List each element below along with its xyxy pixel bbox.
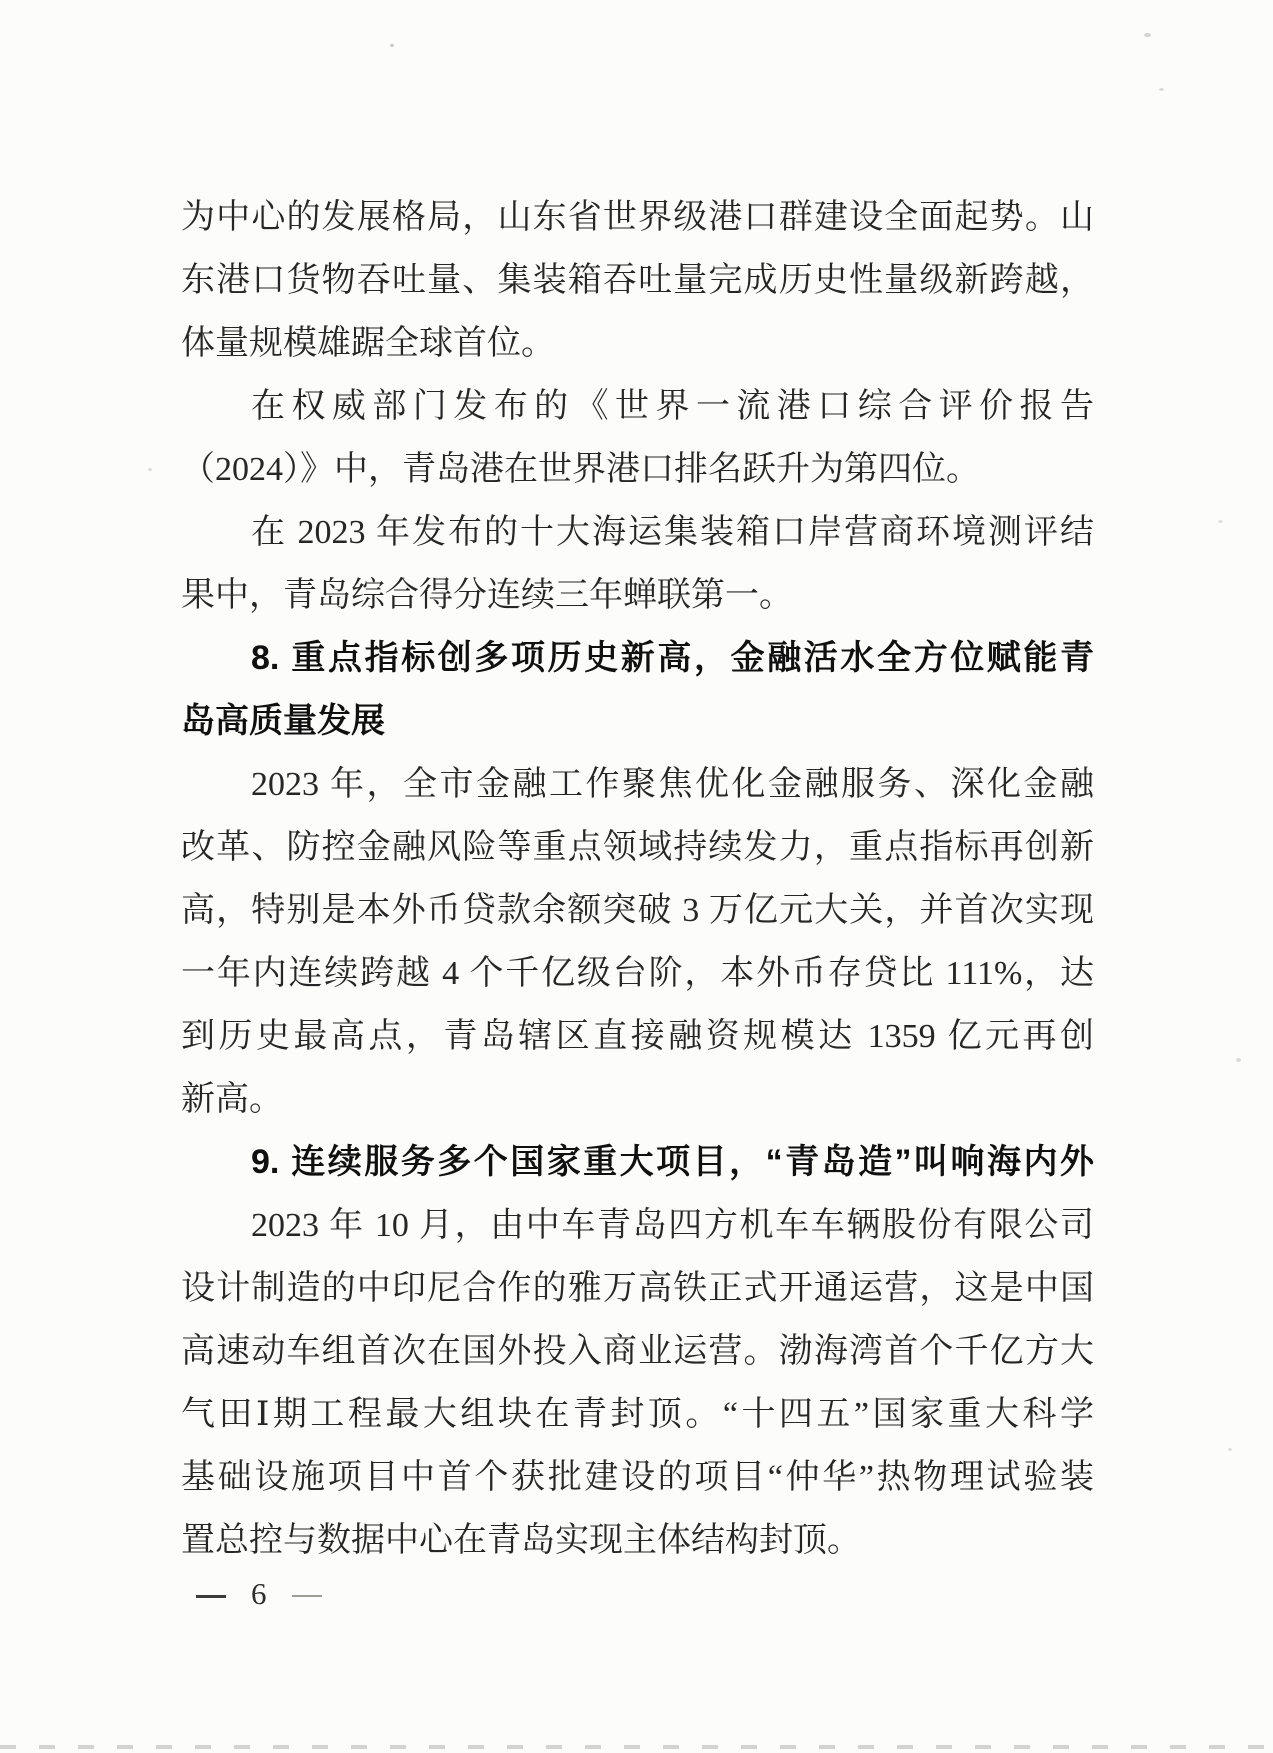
- footer-dash-left: [196, 1595, 226, 1598]
- text-line: 改革、防控金融风险等重点领域持续发力，重点指标再创新: [181, 829, 1094, 866]
- text-line: 置总控与数据中心在青岛实现主体结构封顶。: [181, 1522, 861, 1559]
- text-line: 设计制造的中印尼合作的雅万高铁正式开通运营，这是中国: [181, 1270, 1094, 1307]
- section-heading-8-continued: 岛高质量发展: [181, 702, 385, 740]
- scan-speck: [1218, 520, 1223, 523]
- text-line: 气田Ⅰ期工程最大组块在青封顶。“十四五”国家重大科学: [181, 1396, 1094, 1433]
- page-number: 6: [251, 1576, 267, 1611]
- text-line: 为中心的发展格局，山东省世界级港口群建设全面起势。山: [181, 199, 1094, 236]
- text-line: 2023 年，全市金融工作聚焦优化金融服务、深化金融: [251, 766, 1094, 803]
- text-line: 到历史最高点，青岛辖区直接融资规模达 1359 亿元再创: [181, 1018, 1094, 1055]
- text-line: 新高。: [181, 1081, 283, 1118]
- text-line: （2024）》中，青岛港在世界港口排名跃升为第四位。: [181, 451, 980, 488]
- footer-dash-right: [292, 1595, 322, 1597]
- text-line: 在 2023 年发布的十大海运集装箱口岸营商环境测评结: [251, 514, 1094, 551]
- scan-speck: [1236, 1058, 1241, 1062]
- section-heading-8: 8. 重点指标创多项历史新高，金融活水全方位赋能青: [251, 639, 1094, 677]
- text-line: 东港口货物吞吐量、集装箱吞吐量完成历史性量级新跨越，: [181, 262, 1094, 299]
- scan-speck: [1144, 33, 1151, 37]
- text-line: 一年内连续跨越 4 个千亿级台阶，本外币存贷比 111%，达: [181, 955, 1094, 992]
- text-line: 体量规模雄踞全球首位。: [181, 325, 555, 362]
- text-line: 2023 年 10 月，由中车青岛四方机车车辆股份有限公司: [251, 1207, 1094, 1244]
- page-footer: [196, 1576, 322, 1616]
- scan-speck: [148, 468, 152, 471]
- scan-bottom-edge-artifact: [0, 1745, 1273, 1749]
- text-line: 高速动车组首次在国外投入商业运营。渤海湾首个千亿方大: [181, 1333, 1094, 1370]
- body-text: [181, 186, 1094, 1572]
- text-line: 基础设施项目中首个获批建设的项目“仲华”热物理试验装: [181, 1459, 1094, 1496]
- scan-speck: [390, 44, 394, 47]
- text-line: 高，特别是本外币贷款余额突破 3 万亿元大关，并首次实现: [181, 892, 1094, 929]
- text-line: 在权威部门发布的《世界一流港口综合评价报告: [251, 388, 1094, 425]
- section-heading-9: 9. 连续服务多个国家重大项目，“青岛造”叫响海内外: [251, 1143, 1094, 1181]
- text-line: 果中，青岛综合得分连续三年蝉联第一。: [181, 577, 793, 614]
- scan-speck: [1228, 1448, 1232, 1451]
- scan-speck: [1159, 88, 1164, 91]
